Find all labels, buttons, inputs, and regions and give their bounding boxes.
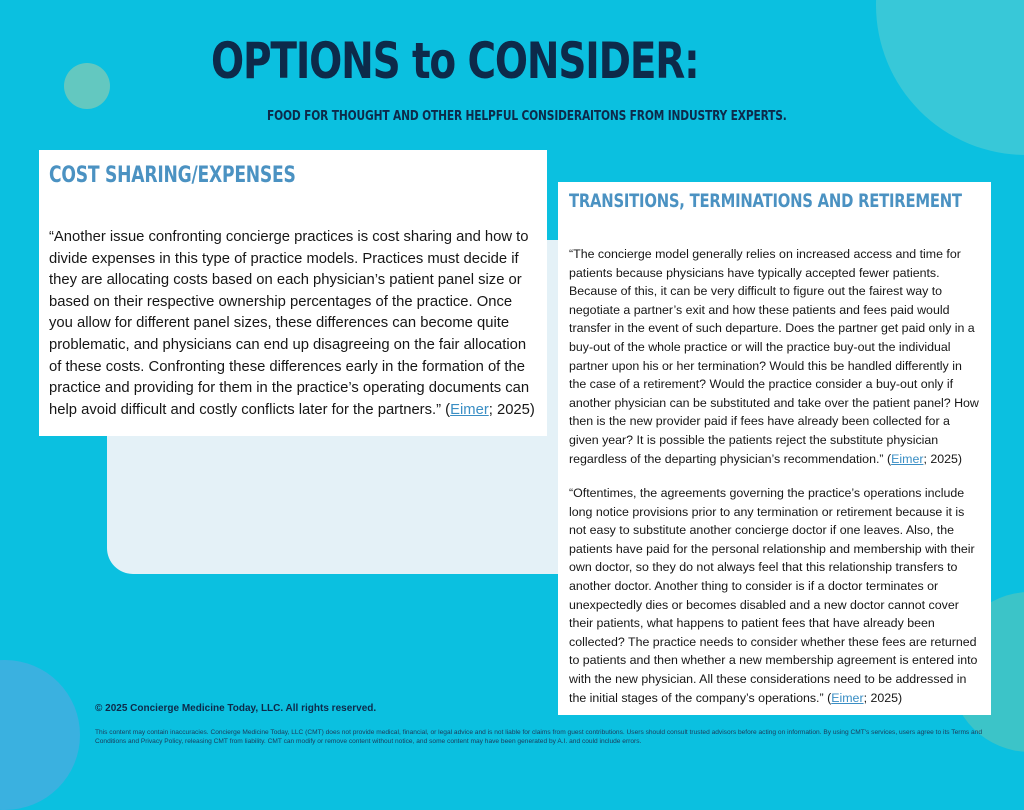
- copyright-notice: © 2025 Concierge Medicine Today, LLC. All rights reserved.: [95, 703, 377, 714]
- page-subtitle: FOOD FOR THOUGHT AND OTHER HELPFUL CONSIDERAITONS FROM INDUSTRY EXPERTS.: [267, 109, 787, 124]
- citation-rest: ; 2025): [923, 451, 963, 466]
- quote-text: “Oftentimes, the agreements governing the practice’s operations include long notice provisions prior to any termination or retirement because it is not easy to substitute another concierge doctor if one leaves. Also, the patients have paid for the personal relationship and membership with their own doctor, so they do not always feel that this relationship transfers to another doctor. Another thing to consider is if a doctor terminates or unexpectedly dies or becomes disabled and a new doctor cannot cover their patients, what happens to patient fees that have already been collected? The practice needs to consider whether these fees are returned to patients and then whether a new membership agreement is entered into with the new physician. All these considerations need to be addressed in the initial stages of the company’s operations.”: [569, 486, 978, 705]
- quote-text: “The concierge model generally relies on increased access and time for patients because physicians have typically accepted fewer patients. Because of this, it can be very difficult to figure out the fairest way to negotiate a partner’s exit and how these patients and fees paid would transfer in the event of such departure. Does the partner get paid only in a buy-out of the whole practice or will the practice buy-out the individual partner upon his or her termination? Would this be handled differently in the case of a retirement? Would the practice consider a buy-out only if another physician can be substituted and take over the patient panel? How then is the new provider paid if fees have already been collected for a given year? It is possible the patients reject the substitute physician regardless of the departing physician’s recommendation.”: [569, 247, 979, 466]
- cost-sharing-card: [39, 150, 547, 436]
- citation-open: (: [886, 451, 892, 466]
- transitions-card: [558, 182, 991, 715]
- decorative-circle-bottom-left: [0, 660, 80, 810]
- citation-open: (: [445, 401, 451, 418]
- cost-sharing-quote: [49, 227, 535, 421]
- citation-rest: ; 2025): [863, 690, 903, 705]
- citation-link-eimer[interactable]: Eimer: [891, 451, 924, 466]
- citation-open: (: [827, 690, 832, 705]
- transitions-quote-2: [569, 484, 981, 707]
- quote-text: “Another issue confronting concierge practices is cost sharing and how to divide expenses in this type of practice models. Practices must decide if they are allocating costs based on each physician’s patient panel size or based on their respective ownership percentages of the practice. Once you allow for different panel sizes, these differences can become quite problematic, and physicians can end up disagreeing on the fair allocation of these costs. Confronting these differences early in the formation of the practice and providing for them in the practice’s operating documents can help avoid difficult and costly conflicts later for the partners.”: [49, 229, 530, 418]
- citation-link-eimer[interactable]: Eimer: [831, 690, 864, 705]
- cost-sharing-heading: COST SHARING/EXPENSES: [49, 163, 296, 188]
- citation-rest: ; 2025): [488, 401, 535, 418]
- citation-link-eimer[interactable]: Eimer: [450, 401, 489, 418]
- transitions-heading: TRANSITIONS, TERMINATIONS AND RETIREMENT: [569, 190, 962, 212]
- decorative-circle-top-right: [876, 0, 1024, 155]
- disclaimer-text: This content may contain inaccuracies. Concierge Medicine Today, LLC (CMT) does not provide medical, financial, or legal advice and is not liable for claims from guest contributions. Users should consult trusted advisors before acting on information. By using CMT's services, users agree to its Terms and Conditions and Privacy Policy, releasing CMT from liability. CMT can modify or remove content without notice, and some content may have been generated by A.I. and could include errors.: [95, 729, 983, 745]
- transitions-quote-1: [569, 245, 981, 468]
- decorative-circle-small: [64, 63, 110, 109]
- page-title: OPTIONS to CONSIDER:: [211, 32, 699, 90]
